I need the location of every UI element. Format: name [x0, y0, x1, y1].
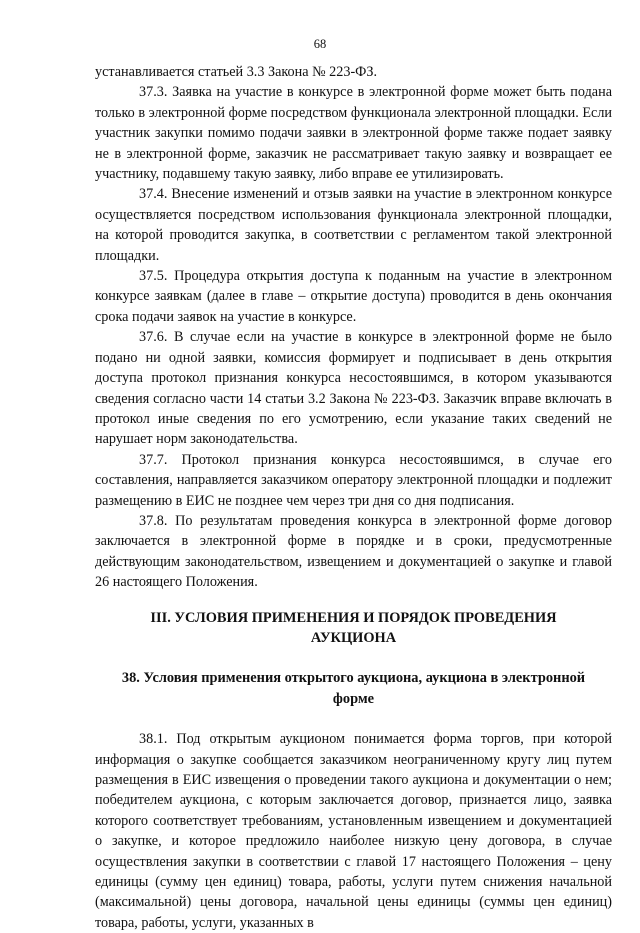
paragraphs-bottom — [95, 729, 612, 933]
paragraph-continuation: устанавливается статьей 3.3 Закона № 223-ФЗ. — [95, 64, 378, 80]
paragraph-37-3: 37.3. Заявка на участие в конкурсе в электронной форме может быть подана только в электронной форме посредством функционала электронной площадки. Если участник закупки помимо подачи заявки в электронной форме также подает заявку не в электронной форме, заказчик не рассматривает такую заявку и возвращает ее участнику, подавшему такую заявку, либо вправе ее утилизировать. — [95, 84, 612, 183]
paragraph-37-7: 37.7. Протокол признания конкурса несостоявшимся, в случае его составления, направляется заказчиком оператору электронной площадки и подлежит размещению в ЕИС не позднее чем через три дня со дня подписания. — [95, 451, 612, 509]
section-heading-line-2: АУКЦИОНА — [310, 629, 397, 646]
subsection-heading-line-1: 38. Условия применения открытого аукциона, аукциона в электронной — [121, 670, 586, 687]
paragraph-37-8: 37.8. По результатам проведения конкурса в электронной форме договор заключается в электронной форме в порядке и в сроки, предусмотренные действующим законодательством, извещением и документацией о закупке и главой 26 настоящего Положения. — [95, 512, 612, 591]
paragraph-37-6: 37.6. В случае если на участие в конкурсе в электронной форме не было подано ни одной заявки, комиссия формирует и подписывает в день открытия доступа протокол признания конкурса несостоявшимся, в котором указываются сведения согласно части 14 статьи 3.2 Закона № 223-ФЗ. Заказчик вправе включать в протокол иные сведения по его усмотрению, если указание таких сведений не нарушает норм законодательства. — [95, 329, 612, 448]
paragraph-38-1: 38.1. Под открытым аукционом понимается форма торгов, при которой информация о закупке сообщается заказчиком неограниченному кругу лиц путем размещения в ЕИС извещения о проведении такого аукциона и документации о нем; победителем аукциона, с которым заключается договор, признается лицо, заявка которого соответствует требованиям, установленным извещением и документацией о закупке, и которое предложило наиболее низкую цену договора, в случае осуществления закупки в соответствии с главой 17 настоящего Положения – цену единицы (сумму цен единиц) товара, работы, услуги путем снижения начальной (максимальной) цены договора, начальной цены единицы (суммы цен единиц) товара, работы, услуги, указанных в — [95, 731, 612, 931]
paragraphs-top — [95, 62, 612, 593]
section-heading-line-1: III. УСЛОВИЯ ПРИМЕНЕНИЯ И ПОРЯДОК ПРОВЕДЕНИЯ — [150, 609, 557, 626]
section-heading — [95, 608, 612, 649]
paragraph-37-5: 37.5. Процедура открытия доступа к поданным на участие в электронном конкурсе заявкам (далее в главе – открытие доступа) проводится в день окончания срока подачи заявок на участие в конкурсе. — [95, 268, 612, 325]
page-content — [95, 62, 612, 933]
subsection-heading-line-2: форме — [332, 690, 375, 707]
subsection-heading — [95, 668, 612, 709]
paragraph-37-4: 37.4. Внесение изменений и отзыв заявки на участие в электронном конкурсе осуществляется посредством использования функционала электронной площадки, на которой проводится закупка, в соответствии с регламентом такой электронной площадки. — [95, 186, 612, 264]
page-number: 68 — [313, 37, 327, 51]
